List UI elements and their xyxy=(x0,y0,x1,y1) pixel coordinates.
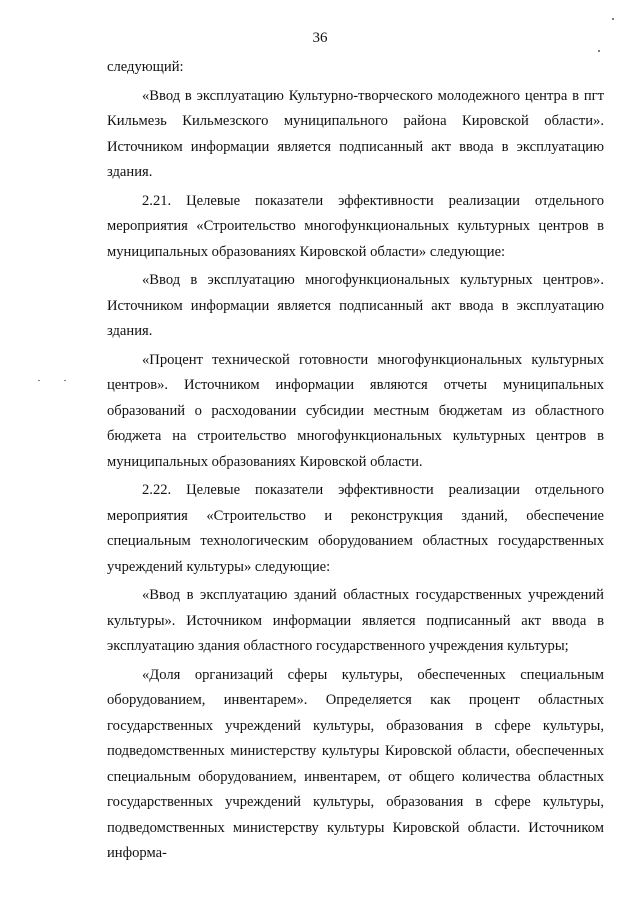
paragraph-section-2-22: 2.22. Целевые показатели эффективности реализации отдельного мероприятия «Строительство и реконструкция зданий, обеспечение специальным технологическим оборудованием областных государственных учреждений культуры» следующие: xyxy=(107,482,604,575)
paragraph-section-2-21: 2.21. Целевые показатели эффективности реализации отдельного мероприятия «Строительство многофункциональных культурных центров в муниципальных образованиях Кировской области» следующие: xyxy=(107,192,604,260)
scan-speck xyxy=(38,380,40,381)
page-number: 36 xyxy=(312,30,328,46)
paragraph-equipment-share: «Доля организаций сферы культуры, обеспеченных специальным оборудованием, инвентарем». Определяется как процент областных государственных учреждений культуры, образования в сфере культуры, подведомственных министерству культуры Кировской области, обеспеченных специальным оборудованием, инвентарем, от общего количества областных государственных учреждений культуры, образования в сфере культуры, подведомственных министерству культуры Кировской области. Источником информа- xyxy=(107,666,604,861)
paragraph-mfc-readiness: «Процент технической готовности многофункциональных культурных центров». Источником информации являются отчеты муниципальных образований о расходовании субсидии местным бюджетам из областного бюджета на строительство многофункциональных культурных центров в муниципальных образованиях Кировской области. xyxy=(107,351,604,470)
scan-speck xyxy=(598,50,600,52)
paragraph-regional-buildings: «Ввод в эксплуатацию зданий областных государственных учреждений культуры». Источником информации является подписанный акт ввода в эксплуатацию здания областного государственного учреждения культуры; xyxy=(107,587,604,654)
paragraph-mfc-commissioning: «Ввод в эксплуатацию многофункциональных культурных центров». Источником информации является подписанный акт ввода в эксплуатацию здания. xyxy=(107,272,604,339)
scan-speck xyxy=(64,380,66,381)
document-body xyxy=(107,55,604,867)
paragraph-kilmez-center: «Ввод в эксплуатацию Культурно-творческого молодежного центра в пгт Кильмезь Кильмезского муниципального района Кировской области». Источником информации является подписанный акт ввода в эксплуатацию здания. xyxy=(107,87,604,180)
scan-speck xyxy=(612,18,614,20)
paragraph-lead: следующий: xyxy=(107,59,184,75)
